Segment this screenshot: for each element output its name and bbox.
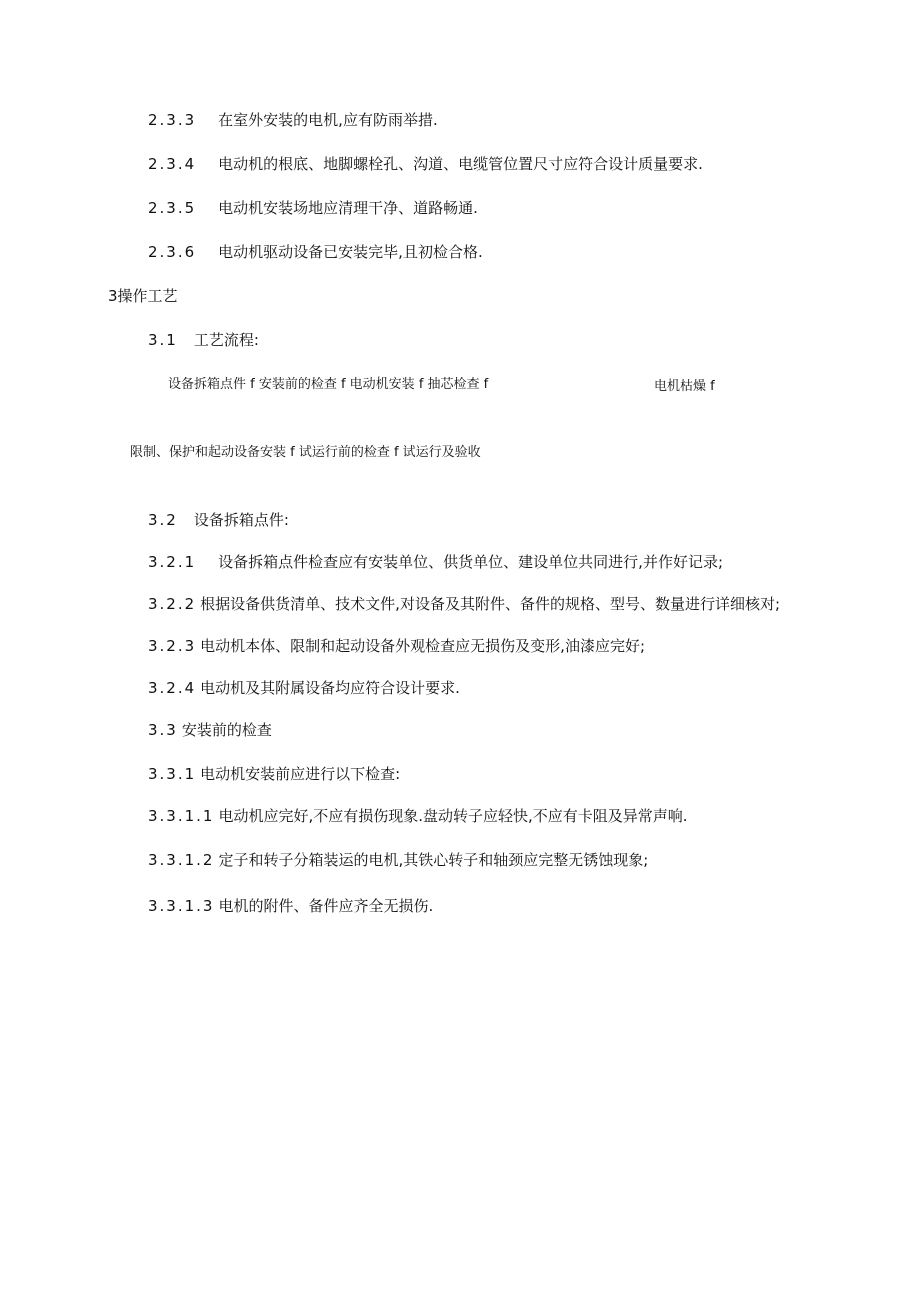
clause-3-3-1-1 (148, 806, 688, 826)
clause-3-2-1 (148, 552, 723, 572)
clause-number: 3.3.1.1 (148, 807, 215, 825)
clause-2-3-5 (148, 198, 478, 218)
clause-2-3-4 (148, 154, 703, 174)
clause-number: 3.2.4 (148, 679, 197, 697)
clause-text: 电动机应完好,不应有损伤现象.盘动转子应轻快,不应有卡阻及异常声响. (218, 807, 688, 825)
clause-3-3-1-3 (148, 896, 433, 916)
clause-number: 3.3.1.2 (148, 851, 215, 869)
clause-text: 电动机驱动设备已安装完毕,且初检合格. (218, 243, 483, 261)
clause-text: 工艺流程: (193, 331, 259, 349)
clause-2-3-3 (148, 110, 438, 130)
clause-number: 3.2 (148, 511, 178, 529)
clause-2-3-6 (148, 242, 483, 262)
clause-number: 3.1 (148, 331, 178, 349)
clause-number: 3.2.3 (148, 637, 197, 655)
clause-text: 设备拆箱点件检查应有安装单位、供货单位、建设单位共同进行,并作好记录; (218, 553, 723, 571)
process-flow-line-1-end: 电机枯燥 f (654, 379, 715, 394)
clause-text: 电动机的根底、地脚螺栓孔、沟道、电缆管位置尺寸应符合设计质量要求. (218, 155, 703, 173)
clause-text: 安装前的检查 (181, 721, 272, 739)
clause-text: 电机的附件、备件应齐全无损伤. (218, 897, 434, 915)
process-flow-line-1: 设备拆箱点件 f 安装前的检查 f 电动机安装 f 抽芯检查 f (168, 377, 489, 392)
clause-3-2-3 (148, 636, 645, 656)
clause-3-3-1-2 (148, 850, 648, 870)
clause-text: 定子和转子分箱装运的电机,其铁心转子和轴颈应完整无锈蚀现象; (218, 851, 649, 869)
clause-number: 2.3.6 (148, 243, 197, 261)
clause-3-2-2 (148, 594, 780, 614)
clause-text: 根据设备供货清单、技术文件,对设备及其附件、备件的规格、型号、数量进行详细核对; (200, 595, 780, 613)
clause-text: 设备拆箱点件: (193, 511, 289, 529)
clause-number: 3.3.1 (148, 765, 197, 783)
clause-3-1 (148, 330, 259, 350)
clause-number: 3.2.1 (148, 553, 197, 571)
clause-3-3-1 (148, 764, 400, 784)
clause-text: 电动机及其附属设备均应符合设计要求. (200, 679, 460, 697)
process-flow-line-2: 限制、保护和起动设备安装 f 试运行前的检查 f 试运行及验收 (130, 445, 481, 460)
clause-text: 电动机安装场地应清理干净、道路畅通. (218, 199, 478, 217)
clause-number: 2.3.4 (148, 155, 197, 173)
clause-3-2-4 (148, 678, 460, 698)
clause-text: 电动机安装前应进行以下检查: (200, 765, 401, 783)
clause-3-2 (148, 510, 289, 530)
section-heading-3: 3操作工艺 (108, 287, 178, 305)
clause-3-3 (148, 720, 272, 740)
clause-number: 3.3 (148, 721, 178, 739)
clause-number: 3.2.2 (148, 595, 197, 613)
clause-text: 在室外安装的电机,应有防雨举措. (218, 111, 438, 129)
clause-number: 2.3.3 (148, 111, 197, 129)
clause-text: 电动机本体、限制和起动设备外观检查应无损伤及变形,油漆应完好; (200, 637, 645, 655)
clause-number: 3.3.1.3 (148, 897, 215, 915)
clause-number: 2.3.5 (148, 199, 197, 217)
